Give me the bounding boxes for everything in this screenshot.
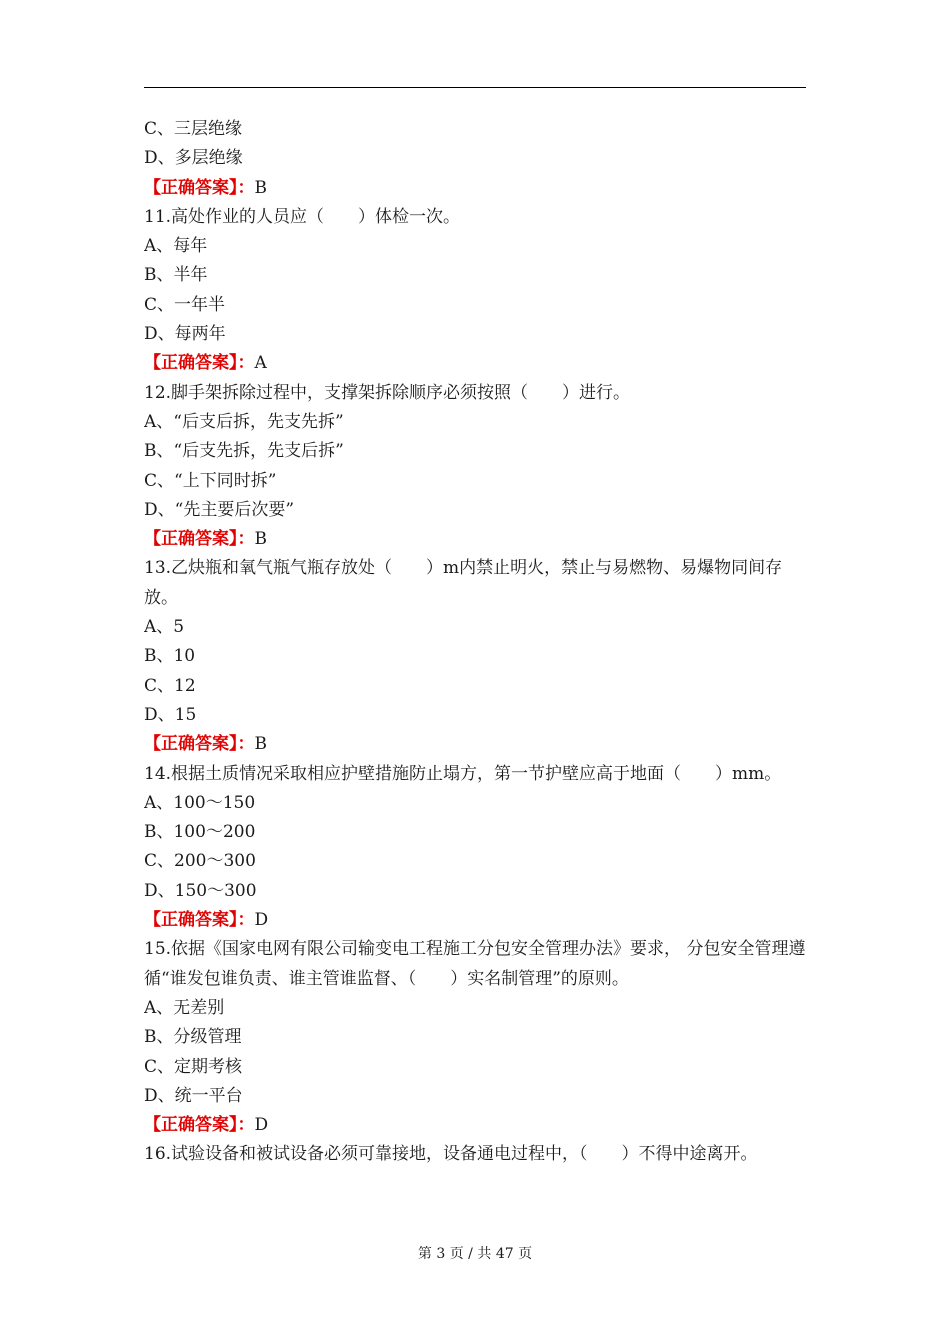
question-stem: 12.脚手架拆除过程中，支撑架拆除顺序必须按照（ ）进行。 — [144, 382, 631, 403]
answer-line — [144, 906, 808, 935]
option-c: C、“上下同时拆” — [144, 470, 277, 491]
answer-line — [144, 349, 808, 378]
option-b: B、10 — [144, 646, 196, 667]
footer-current-page: 3 — [436, 1246, 446, 1262]
answer-label: 【正确答案】： — [144, 1115, 255, 1136]
question-15 — [144, 935, 808, 1140]
question-12 — [144, 379, 808, 555]
answer-value: D — [254, 910, 269, 931]
question-stem: 11.高处作业的人员应（ ）体检一次。 — [144, 206, 461, 227]
question-14 — [144, 760, 808, 936]
question-stem: 14.根据土质情况采取相应护壁措施防止塌方，第一节护壁应高于地面（ ）mm。 — [144, 763, 782, 784]
option-b: B、半年 — [144, 265, 208, 286]
answer-label: 【正确答案】： — [144, 177, 255, 198]
page-content — [144, 115, 808, 1170]
option-b: B、100～200 — [144, 822, 256, 843]
question-stem: 16.试验设备和被试设备必须可靠接地，设备通电过程中，（ ）不得中途离开。 — [144, 1144, 758, 1165]
answer-value: B — [254, 177, 267, 198]
question-11 — [144, 203, 808, 379]
footer-total-pages: 47 — [495, 1246, 514, 1262]
answer-value: D — [254, 1115, 269, 1136]
option-d: D、每两年 — [144, 324, 226, 345]
option-c: C、三层绝缘 — [144, 119, 243, 139]
question-10-tail — [144, 115, 808, 203]
footer-mid: 页 / 共 — [449, 1246, 492, 1262]
answer-line — [144, 174, 808, 203]
option-a: A、5 — [144, 617, 185, 638]
option-a: A、每年 — [144, 236, 208, 257]
option-d: D、15 — [144, 704, 197, 725]
answer-value: B — [254, 529, 267, 550]
option-c: C、12 — [144, 675, 196, 696]
option-d: D、多层绝缘 — [144, 148, 243, 169]
header-rule — [144, 87, 806, 88]
footer-suffix: 页 — [518, 1246, 533, 1262]
option-c: C、200～300 — [144, 851, 256, 872]
option-d: D、150～300 — [144, 880, 257, 901]
question-13 — [144, 554, 808, 759]
answer-line — [144, 525, 808, 554]
answer-line — [144, 730, 808, 759]
answer-label: 【正确答案】： — [144, 353, 255, 374]
question-stem: 15.依据《国家电网有限公司输变电工程施工分包安全管理办法》要求， 分包安全管理遵循“谁发包谁负责、谁主管谁监督、（ ）实名制管理”的原则。 — [144, 939, 806, 989]
answer-value: A — [254, 353, 267, 374]
option-d: D、“先主要后次要” — [144, 499, 295, 520]
option-a: A、“后支后拆，先支先拆” — [144, 411, 344, 432]
answer-line — [144, 1111, 808, 1140]
question-16 — [144, 1140, 808, 1169]
option-b: B、分级管理 — [144, 1027, 242, 1048]
answer-value: B — [254, 734, 267, 755]
page-footer — [0, 1244, 950, 1264]
option-c: C、定期考核 — [144, 1056, 243, 1077]
question-stem: 13.乙炔瓶和氧气瓶气瓶存放处（ ）m内禁止明火，禁止与易燃物、易爆物同间存放。 — [144, 558, 783, 608]
answer-label: 【正确答案】： — [144, 529, 255, 550]
option-d: D、统一平台 — [144, 1085, 243, 1106]
answer-label: 【正确答案】： — [144, 910, 255, 931]
option-b: B、“后支先拆，先支后拆” — [144, 441, 344, 462]
option-a: A、无差别 — [144, 997, 225, 1018]
answer-label: 【正确答案】： — [144, 734, 255, 755]
option-a: A、100～150 — [144, 792, 256, 813]
option-c: C、一年半 — [144, 294, 226, 315]
footer-prefix: 第 — [417, 1246, 432, 1262]
